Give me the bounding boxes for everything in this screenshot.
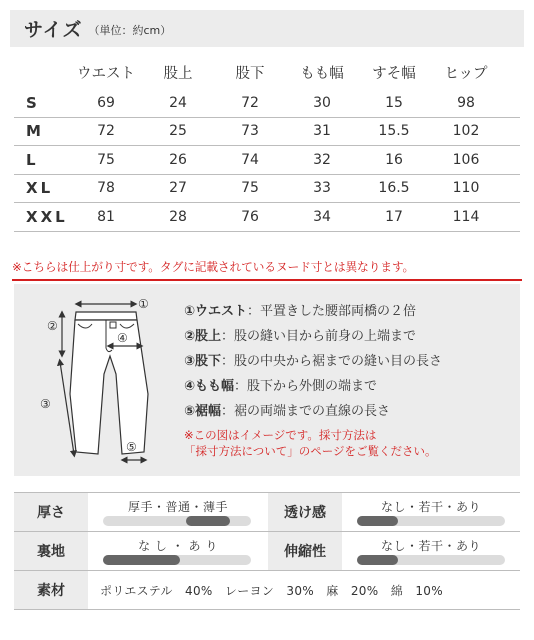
size-unit: （単位：約cm） [88, 24, 172, 37]
column-header-waist: ウエスト [77, 65, 135, 82]
lining-bar-fill [103, 555, 180, 565]
legend-item: ①ウエスト：平置きした腰部両橋の２倍 [184, 304, 417, 319]
table-row [14, 175, 520, 204]
stretch-value [342, 532, 520, 570]
table-cell: 78 [97, 180, 115, 197]
size-table-header-row [14, 55, 520, 89]
spec-row [14, 493, 520, 532]
thickness-value [88, 493, 268, 531]
table-row [14, 146, 520, 175]
thickness-bar [103, 516, 251, 526]
measurement-legend [184, 300, 442, 459]
table-cell: 28 [169, 208, 187, 225]
spec-row [14, 571, 520, 610]
fabric-spec-table [14, 492, 520, 610]
lining-label: 裏地 [14, 532, 88, 570]
material-value: ポリエステル 40% レーヨン 30% 麻 20% 綿 10% [100, 583, 443, 598]
legend-item: ②股上：股の縫い目から前身の上端まで [184, 329, 417, 344]
thickness-label: 厚さ [14, 493, 88, 531]
diagram-note-line-1: ※この図はイメージです。採寸方法は [184, 428, 377, 442]
table-cell: 76 [241, 208, 259, 225]
table-cell: 110 [452, 180, 480, 197]
table-cell: 81 [97, 208, 115, 225]
diagram-note-line-2: 「採寸方法について」のページをご覧ください。 [184, 444, 437, 458]
lining-bar [103, 555, 251, 565]
size-label: L [26, 150, 39, 169]
lining-options: な し ・ あ り [138, 539, 218, 553]
marker-inseam: ③ [40, 397, 51, 411]
table-cell: 25 [169, 123, 187, 140]
table-cell: 73 [241, 123, 259, 140]
size-header [10, 10, 524, 47]
table-row [14, 89, 520, 118]
table-cell: 30 [313, 94, 331, 111]
stretch-bar-fill [357, 555, 398, 565]
table-cell: 75 [241, 180, 259, 197]
measurement-diagram [14, 284, 520, 476]
table-cell: 32 [313, 151, 331, 168]
column-header-inseam: 股下 [235, 65, 265, 82]
finished-size-notice: ※こちらは仕上がり寸です。タグに記載されているヌード寸とは異なります。 [12, 258, 522, 281]
transparency-label: 透け感 [268, 493, 342, 531]
transparency-value [342, 493, 520, 531]
table-cell: 74 [241, 151, 259, 168]
column-header-thigh: もも幅 [300, 65, 344, 82]
thickness-options: 厚手・普通・薄手 [127, 500, 228, 514]
table-cell: 75 [97, 151, 115, 168]
table-cell: 31 [313, 123, 331, 140]
table-cell: 102 [452, 123, 480, 140]
table-cell: 16.5 [378, 180, 410, 197]
stretch-bar [357, 555, 505, 565]
size-label: XXL [26, 207, 68, 226]
table-cell: 106 [452, 151, 480, 168]
size-table [14, 55, 520, 232]
size-title: サイズ [24, 19, 83, 41]
table-cell: 114 [452, 208, 480, 225]
table-row [14, 118, 520, 147]
material-label: 素材 [14, 571, 88, 609]
table-cell: 16 [385, 151, 403, 168]
marker-rise: ② [47, 319, 58, 333]
table-cell: 24 [169, 94, 187, 111]
transparency-options: なし・若干・あり [380, 500, 481, 514]
legend-item: ④もも幅：股下から外側の端まで [184, 379, 378, 394]
table-cell: 26 [169, 151, 187, 168]
table-cell: 34 [313, 208, 331, 225]
legend-item: ③股下：股の中央から裾までの縫い目の長さ [184, 354, 443, 369]
stretch-options: なし・若干・あり [380, 539, 481, 553]
transparency-bar-fill [357, 516, 398, 526]
spec-row [14, 532, 520, 571]
table-cell: 72 [97, 123, 115, 140]
marker-waist: ① [138, 297, 149, 311]
size-label: XL [26, 179, 54, 198]
stretch-label: 伸縮性 [268, 532, 342, 570]
pants-illustration [14, 284, 184, 476]
table-cell: 69 [97, 94, 115, 111]
table-cell: 15 [385, 94, 403, 111]
size-label: M [26, 122, 44, 141]
table-cell: 33 [313, 180, 331, 197]
column-header-rise: 股上 [163, 65, 193, 82]
marker-hem: ⑤ [126, 440, 137, 454]
transparency-bar [357, 516, 505, 526]
table-row [14, 203, 520, 232]
thickness-bar-fill [186, 516, 230, 526]
table-cell: 27 [169, 180, 187, 197]
table-cell: 98 [457, 94, 475, 111]
column-header-hem: すそ幅 [372, 65, 416, 82]
marker-thigh: ④ [117, 331, 128, 345]
table-cell: 17 [385, 208, 403, 225]
legend-item: ⑤裾幅：裾の両端までの直線の長さ [184, 404, 391, 419]
lining-value [88, 532, 268, 570]
table-cell: 15.5 [378, 123, 410, 140]
table-cell: 72 [241, 94, 259, 111]
column-header-hip: ヒップ [444, 65, 488, 82]
size-label: S [26, 93, 40, 112]
